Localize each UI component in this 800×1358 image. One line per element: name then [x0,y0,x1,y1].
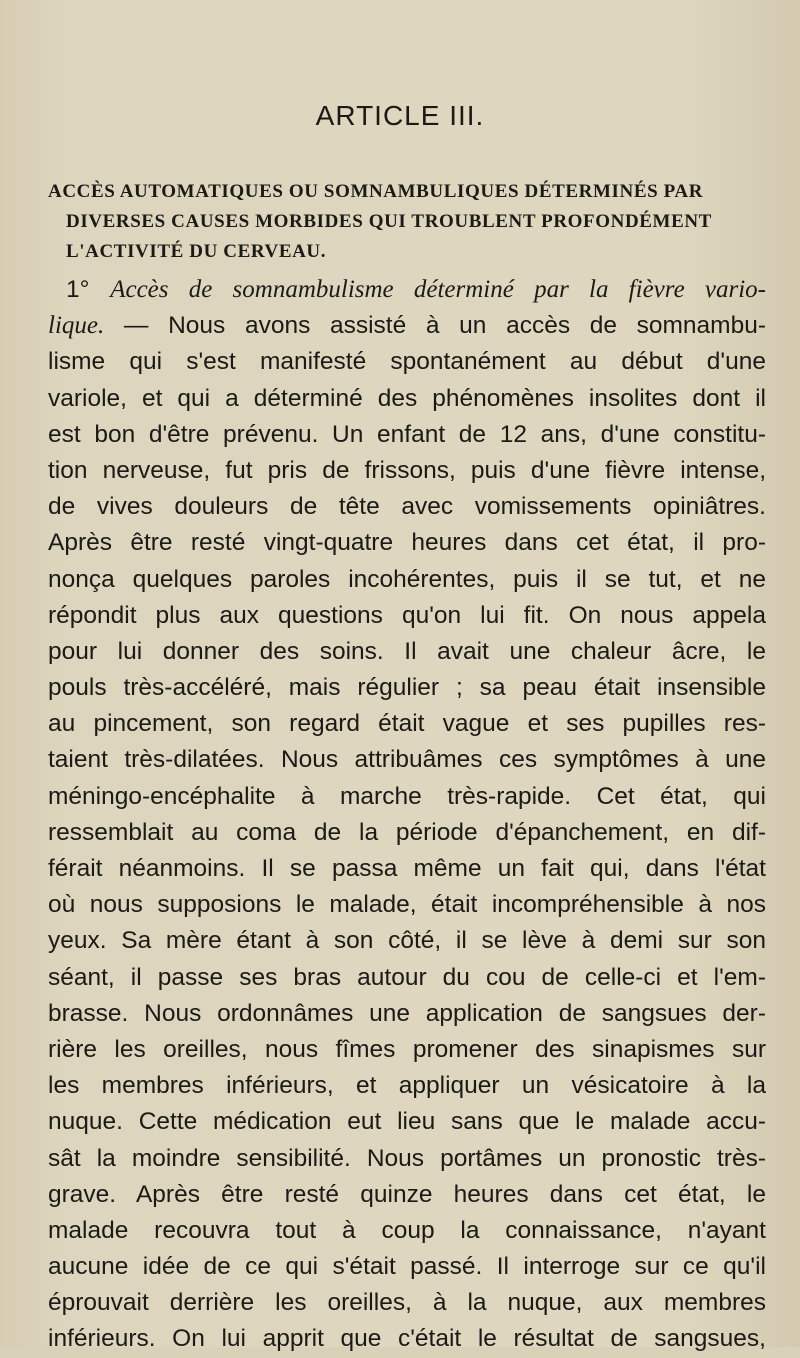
subtitle-line: ACCÈS AUTOMATIQUES OU SOMNAMBULIQUES DÉTERMINÉS PAR [48,181,704,202]
body-line: éprouvait derrière les oreilles, à la nuque, aux membres [48,1289,766,1317]
body-line: nonça quelques paroles incohérentes, puis il se tut, et ne [48,565,766,593]
body-line: pour lui donner des soins. Il avait une chaleur âcre, le [48,637,766,665]
body-line: inférieurs. On lui apprit que c'était le résultat de sangsues, [48,1325,766,1353]
subtitle-line: DIVERSES CAUSES MORBIDES QUI TROUBLENT PROFONDÉMENT [66,211,712,232]
body-line: malade recouvra tout à coup la connaissance, n'ayant [48,1216,766,1244]
section-title-end: lique. [48,312,105,340]
dash: — [123,312,149,340]
section-heading-line [48,272,766,308]
body-line: grave. Après être resté quinze heures dans cet état, le [48,1180,766,1208]
body-line: répondit plus aux questions qu'on lui fit. On nous appela [48,601,766,629]
body-line: lisme qui s'est manifesté spontanément au début d'une [48,348,766,376]
body-line: rière les oreilles, nous fîmes promener des sinapismes sur [48,1035,766,1063]
body-text [48,272,766,1358]
section-heading-line-2 [48,308,766,344]
body-line: sât la moindre sensibilité. Nous portâmes un pronostic très- [48,1144,766,1172]
body-line: pouls très-accéléré, mais régulier ; sa peau était insensible [48,674,766,702]
body-line: férait néanmoins. Il se passa même un fait qui, dans l'état [48,855,766,882]
body-line: au pincement, son regard était vague et ses pupilles res- [48,710,766,738]
body-line: où nous supposions le malade, était incompréhensible à nos [48,891,766,919]
section-title: Accès de somnambulisme déterminé par la fièvre vario- [110,276,766,303]
body-line: yeux. Sa mère étant à son côté, il se lève à demi sur son [48,927,766,955]
body-line: brasse. Nous ordonnâmes une application de sangsues der- [48,999,766,1027]
body-line: nuque. Cette médication eut lieu sans que le malade accu- [48,1108,766,1136]
body-line: séant, il passe ses bras autour du cou de celle-ci et l'em- [48,963,766,991]
body-line: les membres inférieurs, et appliquer un vésicatoire à la [48,1072,766,1100]
section-number: 1° [66,276,90,303]
body-line: méningo-encéphalite à marche très-rapide. Cet état, qui [48,782,766,810]
body-line: est bon d'être prévenu. Un enfant de 12 ans, d'une constitu- [48,420,766,448]
body-line: Nous avons assisté à un accès de somnambu- [168,312,767,340]
article-subtitle [48,177,768,267]
subtitle-line: L'ACTIVITÉ DU CERVEAU. [66,241,327,262]
body-line: ressemblait au coma de la période d'épanchement, en dif- [48,818,766,846]
body-line: de vives douleurs de tête avec vomissements opiniâtres. [48,493,766,521]
body-line: aucune idée de ce qui s'était passé. Il interroge sur ce qu'il [48,1253,766,1281]
body-line: Après être resté vingt-quatre heures dans cet état, il pro- [48,529,766,557]
body-line: variole, et qui a déterminé des phénomènes insolites dont il [48,384,766,412]
body-line: taient très-dilatées. Nous attribuâmes ces symptômes à une [48,746,766,774]
body-line: tion nerveuse, fut pris de frissons, puis d'une fièvre intense, [48,456,766,484]
article-heading: ARTICLE III. [315,100,485,131]
